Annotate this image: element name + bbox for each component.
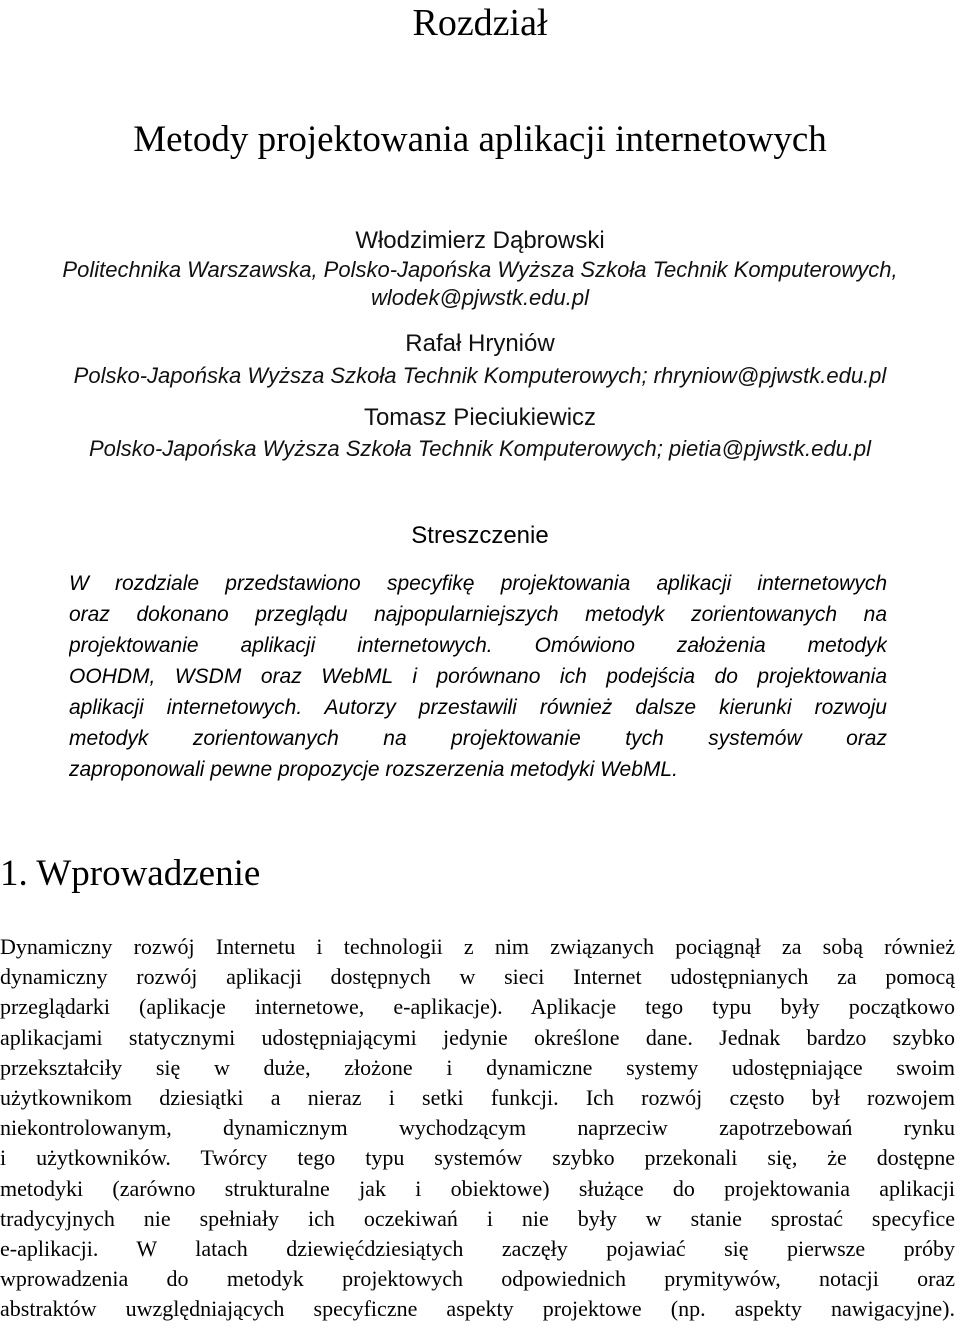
chapter-label: Rozdział — [412, 2, 548, 44]
abstract-line: aplikacji internetowych. Autorzy przestawili również dalsze kierunki rozwoju — [69, 696, 887, 719]
author-name: Włodzimierz Dąbrowski — [355, 227, 605, 254]
body-line: niekontrolowanym, dynamicznym wychodzącym naprzeciw zapotrzebowań rynku — [0, 1115, 955, 1141]
section-body — [0, 932, 955, 1324]
abstract-line: projektowanie aplikacji internetowych. Omówiono założenia metodyk — [69, 634, 887, 657]
paper-title: Metody projektowania aplikacji internetowych — [133, 119, 827, 160]
body-line: przeglądarki (aplikacje internetowe, e-aplikacje). Aplikacje tego typu były początkowo — [0, 994, 955, 1020]
author-affiliation: Politechnika Warszawska, Polsko-Japońska Wyższa Szkoła Technik Komputerowych, — [62, 257, 898, 282]
body-line: tradycyjnych nie spełniały ich oczekiwań i nie były w stanie sprostać specyfice — [0, 1205, 955, 1231]
abstract-body — [69, 568, 887, 785]
body-line: użytkownikom dziesiątki a nieraz i setki funkcji. Ich rozwój często był rozwojem — [0, 1084, 955, 1110]
abstract-line: oraz dokonano przeglądu najpopularniejszych metodyk zorientowanych na — [69, 603, 887, 626]
body-line: dynamiczny rozwój aplikacji dostępnych w sieci Internet udostępnianych za pomocą — [0, 964, 955, 990]
body-line: metodyki (zarówno strukturalne jak i obiektowe) służące do projektowania aplikacji — [0, 1175, 955, 1201]
section-heading: 1. Wprowadzenie — [0, 853, 261, 894]
body-line: i użytkowników. Twórcy tego typu systemów szybko przekonali się, że dostępne — [0, 1145, 955, 1171]
author-affiliation: Polsko-Japońska Wyższa Szkoła Technik Komputerowych; rhryniow@pjwstk.edu.pl — [73, 363, 887, 388]
body-line: wprowadzenia do metodyk projektowych odpowiednich prymitywów, notacji oraz — [0, 1266, 955, 1292]
body-line: aplikacjami statycznymi udostępniającymi jedynie określone dane. Jednak bardzo szybko — [0, 1024, 955, 1050]
author-email: wlodek@pjwstk.edu.pl — [371, 285, 589, 310]
body-line: abstraktów uwzględniających specyficzne aspekty projektowe (np. aspekty nawigacyjne). — [0, 1296, 955, 1322]
author-name: Tomasz Pieciukiewicz — [363, 404, 597, 431]
author-name: Rafał Hryniów — [405, 330, 555, 357]
abstract-line: metodyk zorientowanych na projektowanie tych systemów oraz — [69, 727, 887, 750]
author-affiliation: Polsko-Japońska Wyższa Szkoła Technik Komputerowych; pietia@pjwstk.edu.pl — [88, 436, 872, 461]
abstract-line: OOHDM, WSDM oraz WebML i porównano ich podejścia do projektowania — [69, 665, 887, 688]
abstract-heading: Streszczenie — [411, 522, 549, 549]
body-line: e-aplikacji. W latach dziewięćdziesiątych zaczęły pojawiać się pierwsze próby — [0, 1235, 955, 1261]
body-line: przekształciły się w duże, złożone i dynamiczne systemy udostępniające swoim — [0, 1054, 955, 1080]
body-line: Dynamiczny rozwój Internetu i technologii z nim związanych pociągnął za sobą również — [0, 934, 955, 959]
abstract-line: W rozdziale przedstawiono specyfikę projektowania aplikacji internetowych — [69, 572, 887, 595]
abstract-line: zaproponowali pewne propozycje rozszerzenia metodyki WebML. — [69, 758, 678, 781]
